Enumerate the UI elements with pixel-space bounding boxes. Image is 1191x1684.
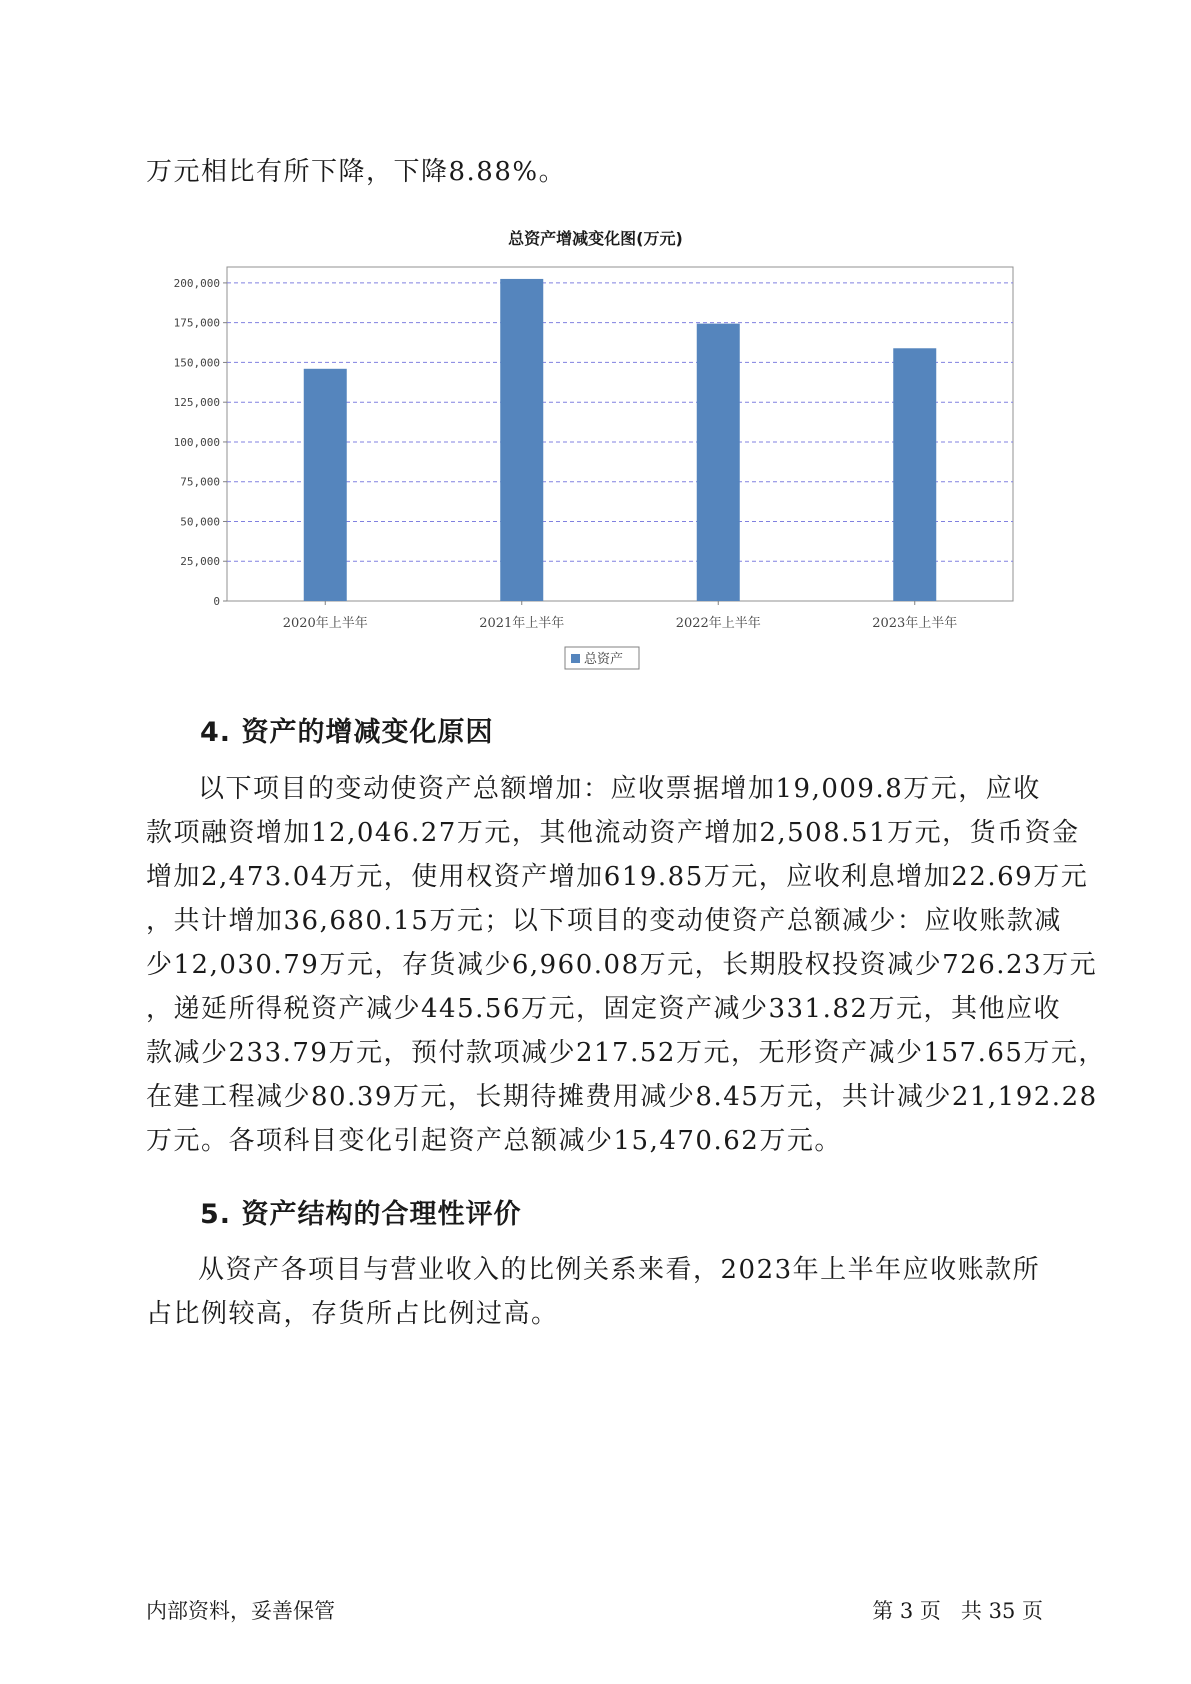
section5-heading: 5. 资产结构的合理性评价 xyxy=(200,1199,522,1230)
x-tick-label: 2023年上半年 xyxy=(872,616,958,631)
chart-title: 总资产增减变化图(万元) xyxy=(508,229,683,248)
y-tick-label: 50,000 xyxy=(180,515,220,529)
legend-swatch xyxy=(571,654,580,663)
y-tick-label: 150,000 xyxy=(173,356,220,370)
bar xyxy=(304,369,347,601)
footer-page-number: 第 3 页 共 35 页 xyxy=(872,1599,1043,1623)
y-tick-label: 175,000 xyxy=(173,316,220,330)
section4-paragraph xyxy=(146,767,1106,1163)
x-tick-label: 2021年上半年 xyxy=(479,616,565,631)
section4-line: 少12,030.79万元，存货减少6,960.08万元，长期股权投资减少726.23万元 xyxy=(146,950,1098,980)
x-tick-label: 2022年上半年 xyxy=(675,616,761,631)
section4-line: 万元。各项科目变化引起资产总额减少15,470.62万元。 xyxy=(146,1126,842,1156)
y-tick-label: 0 xyxy=(213,595,220,608)
section4-line: ，共计增加36,680.15万元；以下项目的变动使资产总额减少：应收账款减 xyxy=(146,906,1062,936)
total-assets-chart xyxy=(0,0,1191,700)
section4-heading: 4. 资产的增减变化原因 xyxy=(200,717,494,748)
y-tick-label: 25,000 xyxy=(180,555,220,569)
bar xyxy=(500,279,543,601)
section4-line: 在建工程减少80.39万元，长期待摊费用减少8.45万元，共计减少21,192.28 xyxy=(146,1082,1098,1112)
intro-line: 万元相比有所下降，下降8.88%。 xyxy=(146,157,567,187)
section4-line: ，递延所得税资产减少445.56万元，固定资产减少331.82万元，其他应收 xyxy=(146,994,1061,1024)
section5-line: 从资产各项目与营业收入的比例关系来看，2023年上半年应收账款所 xyxy=(198,1255,1041,1285)
x-tick-label: 2020年上半年 xyxy=(282,616,368,631)
section4-line: 款项融资增加12,046.27万元，其他流动资产增加2,508.51万元，货币资金 xyxy=(146,818,1080,848)
y-tick-label: 125,000 xyxy=(173,396,220,410)
section4-line: 增加2,473.04万元，使用权资产增加619.85万元，应收利息增加22.69万元 xyxy=(146,862,1089,892)
section4-line: 款减少233.79万元，预付款项减少217.52万元，无形资产减少157.65万元， xyxy=(146,1038,1106,1068)
bar xyxy=(893,348,936,601)
y-tick-label: 100,000 xyxy=(173,435,220,449)
section5-paragraph xyxy=(146,1248,1046,1336)
bar xyxy=(697,324,740,601)
y-tick-label: 200,000 xyxy=(173,276,220,290)
y-tick-label: 75,000 xyxy=(180,475,220,489)
legend-label: 总资产 xyxy=(584,652,624,667)
footer-left: 内部资料，妥善保管 xyxy=(146,1599,335,1623)
section4-line: 以下项目的变动使资产总额增加：应收票据增加19,009.8万元，应收 xyxy=(198,774,1041,804)
section5-line: 占比例较高，存货所占比例过高。 xyxy=(146,1299,559,1329)
